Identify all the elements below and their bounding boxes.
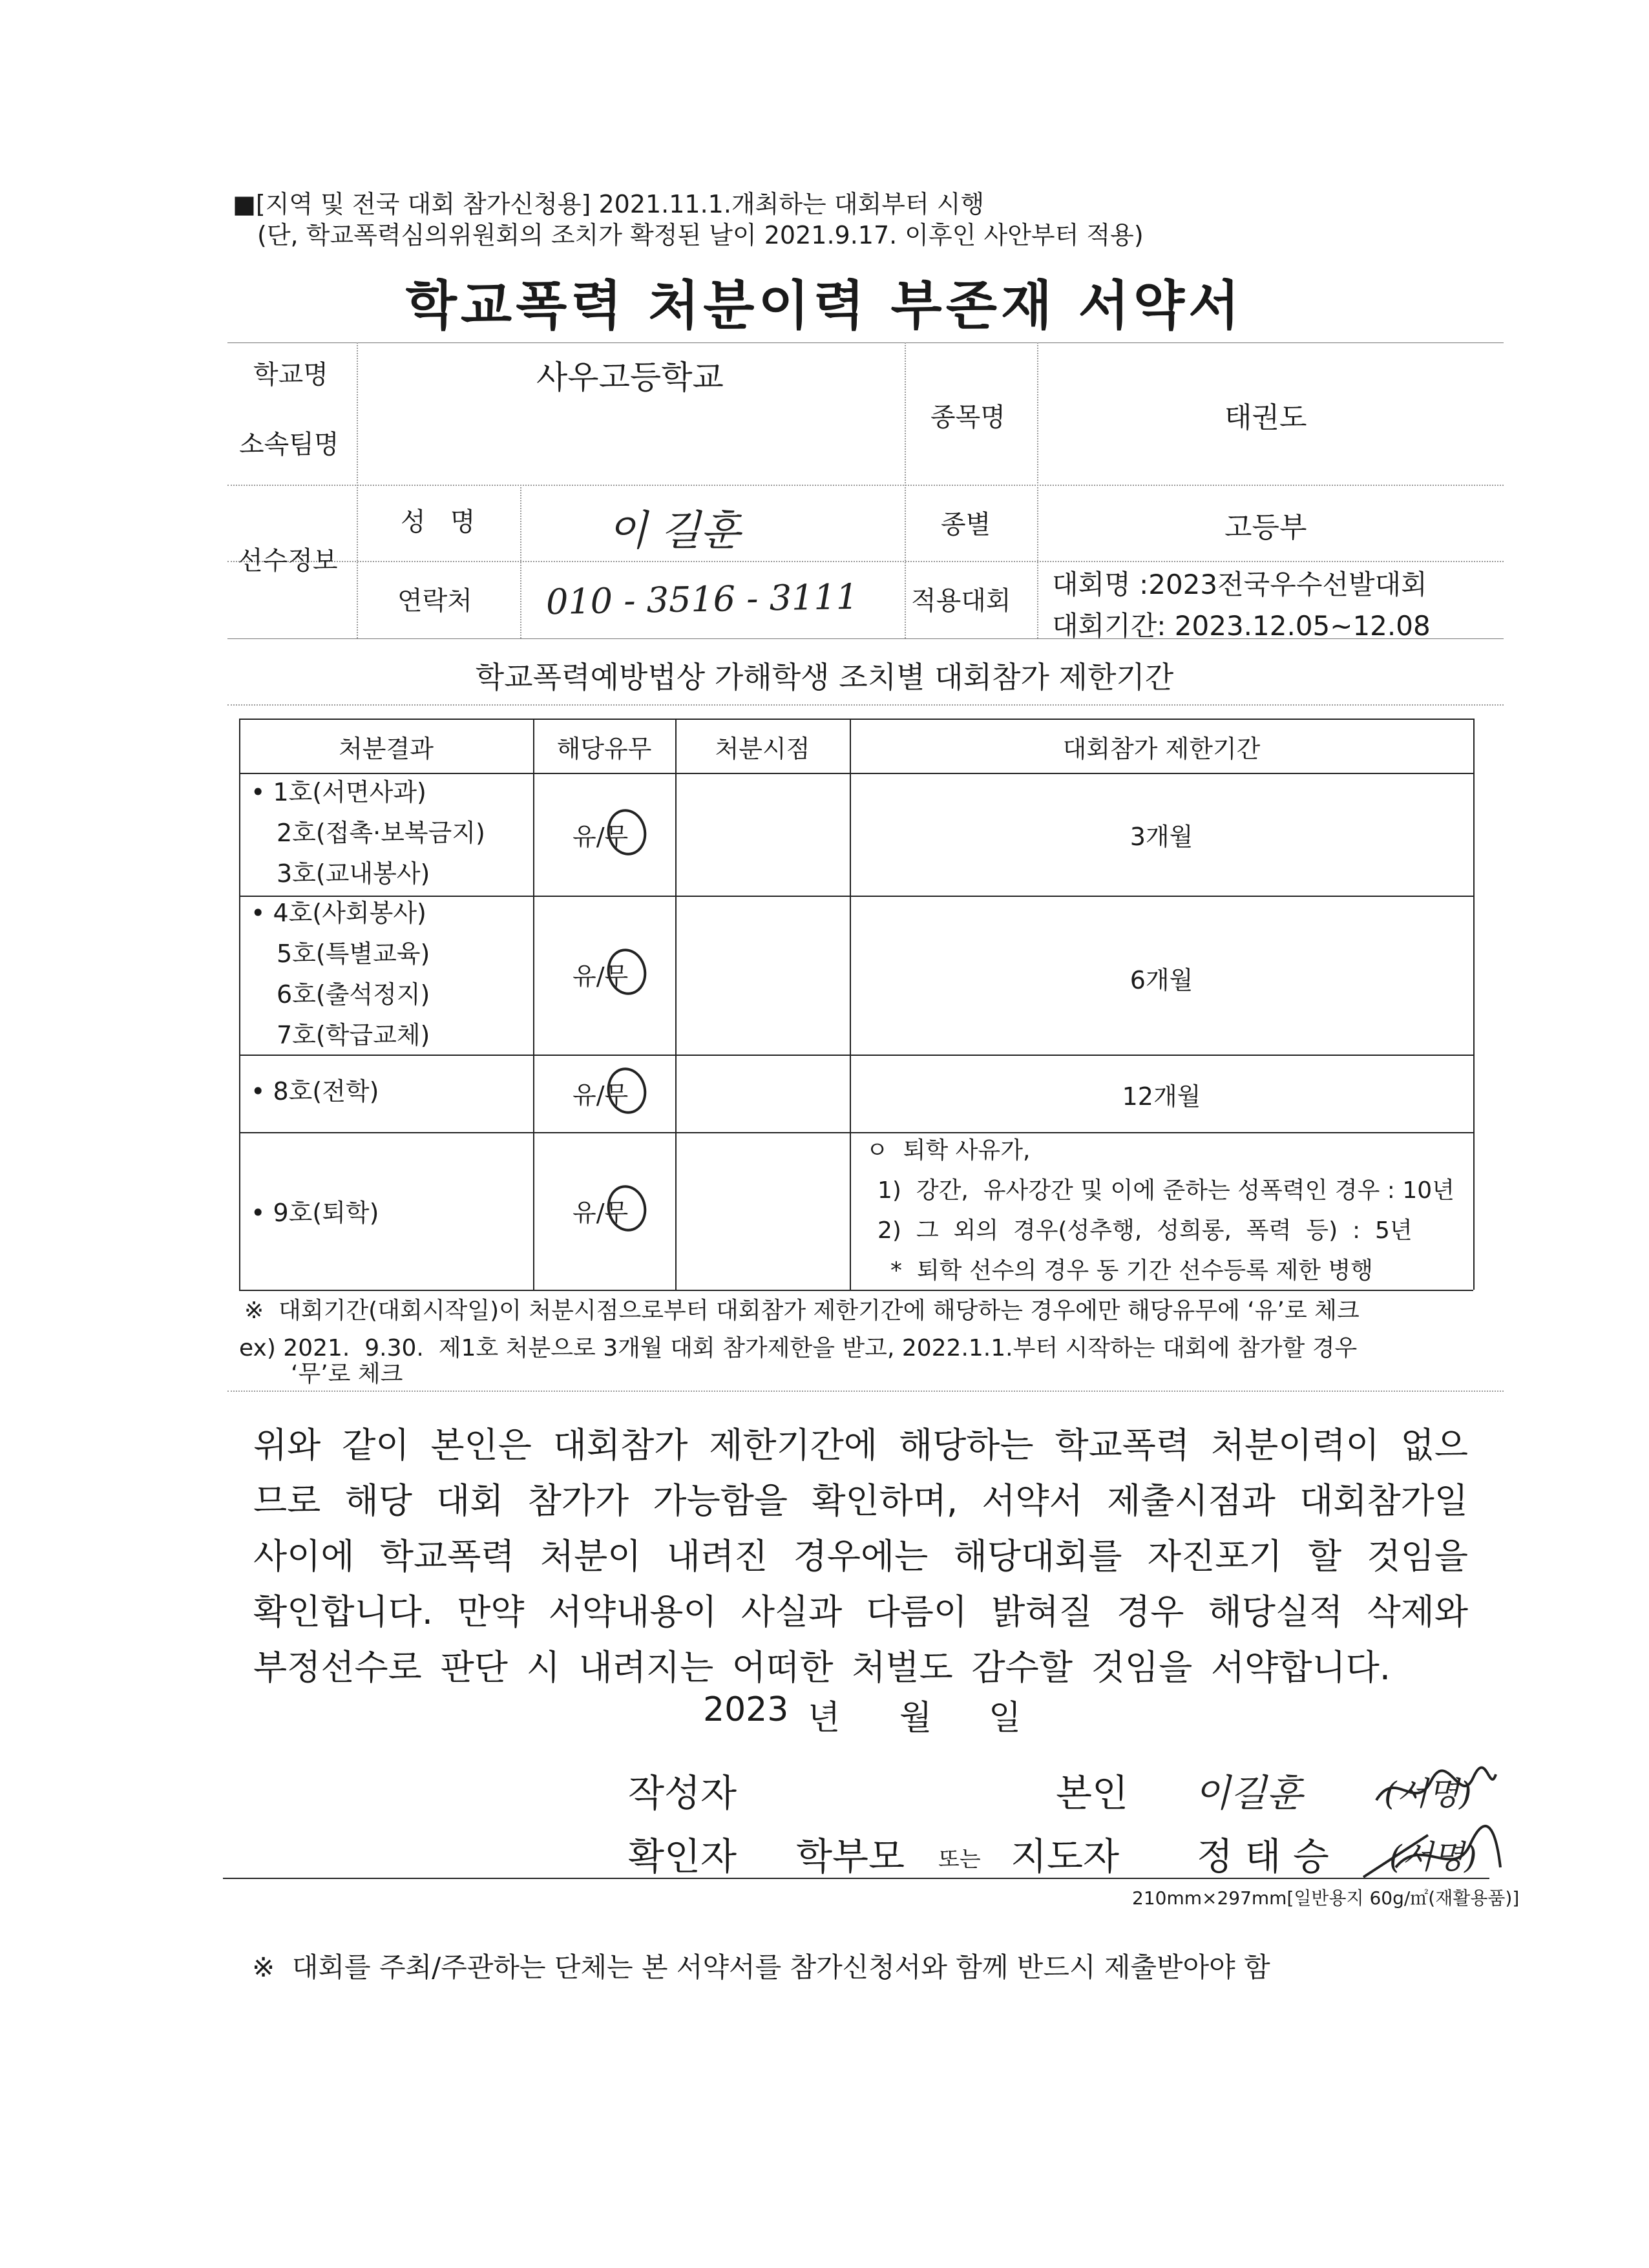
row1-result-3: 3호(교내봉사) bbox=[277, 859, 430, 888]
row3-result-1: • 8호(전학) bbox=[251, 1077, 379, 1106]
row2-applicable: 유/무 bbox=[572, 962, 629, 991]
event-label: 종목명 bbox=[930, 403, 1005, 432]
note-line-3: ‘무’로 체크 bbox=[291, 1361, 403, 1387]
document-title: 학교폭력 처분이력 부존재 서약서 bbox=[405, 275, 1244, 337]
pledge-line-2: 므로 해당 대회 참가가 가능함을 확인하며, 서약서 제출시점과 대회참가일 bbox=[253, 1480, 1468, 1521]
self-sign-mark: (서명) bbox=[1384, 1775, 1472, 1812]
pledge-line-4: 확인합니다. 만약 서약내용이 사실과 다름이 밝혀질 경우 해당실적 삭제와 bbox=[253, 1591, 1468, 1632]
coach-signature-scribble bbox=[1357, 1822, 1506, 1887]
header-applicable: 해당유무 bbox=[556, 735, 652, 763]
row4-result-1: • 9호(퇴학) bbox=[251, 1199, 379, 1227]
row2-period: 6개월 bbox=[1129, 966, 1193, 994]
coach-sign-mark: (서명) bbox=[1389, 1838, 1477, 1876]
restriction-col-border bbox=[533, 719, 534, 1290]
row4-period-line-1: ㅇ 퇴학 사유가, bbox=[866, 1137, 1031, 1164]
event-value: 태권도 bbox=[1224, 401, 1307, 434]
info-table-top-border bbox=[227, 342, 1504, 343]
contact-value: 010 - 3516 - 3111 bbox=[545, 576, 859, 623]
competition-period: 대회기간: 2023.12.05~12.08 bbox=[1052, 610, 1431, 642]
info-table-col-divider bbox=[357, 342, 358, 638]
competition-name: 대회명 :2023전국우수선발대회 bbox=[1052, 569, 1427, 600]
name-value: 이 길훈 bbox=[607, 507, 740, 555]
row2-result-1: • 4호(사회봉사) bbox=[251, 899, 426, 927]
division-label: 종별 bbox=[941, 510, 991, 540]
restriction-table-bottom bbox=[239, 1290, 1473, 1291]
restriction-table-top bbox=[239, 719, 1473, 720]
row4-applicable: 유/무 bbox=[572, 1199, 629, 1227]
writer-label: 작성자 bbox=[628, 1771, 737, 1815]
row3-period: 12개월 bbox=[1122, 1082, 1201, 1111]
note-line-1: ※ 대회기간(대회시작일)이 처분시점으로부터 대회참가 제한기간에 해당하는 경우에만 해당유무에 ‘유’로 체크 bbox=[244, 1297, 1360, 1324]
self-handwritten-name: 이길훈 bbox=[1194, 1771, 1303, 1815]
coach-name: 정 태 승 bbox=[1197, 1834, 1329, 1878]
header-disposition-time: 처분시점 bbox=[715, 735, 810, 763]
header-result: 처분결과 bbox=[339, 735, 434, 763]
date-day-unit: 일 bbox=[989, 1699, 1022, 1738]
notice-line-1: ■[지역 및 전국 대회 참가신청용] 2021.11.1.개최하는 대회부터 시행 bbox=[233, 190, 985, 218]
competition-label: 적용대회 bbox=[911, 586, 1011, 616]
restriction-col-border bbox=[675, 719, 677, 1290]
restriction-col-border bbox=[850, 719, 851, 1290]
row2-result-3: 6호(출석정지) bbox=[277, 980, 430, 1009]
row1-result-1: • 1호(서면사과) bbox=[251, 778, 426, 806]
info-table-divider bbox=[227, 561, 1504, 562]
date-month-unit: 월 bbox=[899, 1699, 932, 1738]
info-table-col-divider bbox=[905, 342, 906, 638]
self-signature-scribble bbox=[1370, 1761, 1499, 1820]
self-label: 본인 bbox=[1056, 1771, 1129, 1815]
date-year: 2023 bbox=[703, 1690, 789, 1729]
contact-label: 연락처 bbox=[397, 586, 472, 616]
school-value: 사우고등학교 bbox=[536, 359, 724, 396]
row4-period-line-4: * 퇴학 선수의 경우 동 기간 선수등록 제한 병행 bbox=[890, 1257, 1373, 1284]
row2-result-2: 5호(특별교육) bbox=[277, 940, 430, 968]
row1-applicable: 유/무 bbox=[572, 823, 629, 851]
coach-label: 지도자 bbox=[1011, 1834, 1120, 1878]
row4-period-line-2: 1) 강간, 유사강간 및 이에 준하는 성폭력인 경우 : 10년 bbox=[877, 1177, 1455, 1204]
pledge-line-3: 사이에 학교폭력 처분이 내려진 경우에는 해당대회를 자진포기 할 것임을 bbox=[253, 1536, 1468, 1577]
pledge-line-5: 부정선수로 판단 시 내려지는 어떠한 처벌도 감수할 것임을 서약합니다. bbox=[253, 1647, 1391, 1688]
name-label: 성 명 bbox=[401, 507, 476, 537]
team-label: 소속팀명 bbox=[239, 430, 339, 459]
row2-result-4: 7호(학급교체) bbox=[277, 1021, 430, 1049]
pledge-line-1: 위와 같이 본인은 대회참가 제한기간에 해당하는 학교폭력 처분이력이 없으 bbox=[253, 1425, 1468, 1465]
restriction-col-border bbox=[1473, 719, 1475, 1290]
or-label: 또는 bbox=[938, 1847, 981, 1873]
notice-line-2: (단, 학교폭력심의위원회의 조치가 확정된 날이 2021.9.17. 이후인 사안부터 적용) bbox=[257, 221, 1144, 249]
date-year-unit: 년 bbox=[808, 1699, 841, 1738]
restriction-table-title: 학교폭력예방법상 가해학생 조치별 대회참가 제한기간 bbox=[475, 660, 1174, 695]
restriction-row-border bbox=[239, 1055, 1473, 1056]
restriction-row-border bbox=[239, 1132, 1473, 1133]
row4-period-line-3: 2) 그 외의 경우(성추행, 성희롱, 폭력 등) : 5년 bbox=[877, 1217, 1413, 1244]
restriction-title-rule bbox=[227, 704, 1504, 706]
info-table-divider bbox=[227, 485, 1504, 486]
restriction-col-border bbox=[239, 719, 240, 1290]
division-value: 고등부 bbox=[1224, 511, 1307, 544]
row1-result-2: 2호(접촉·보복금지) bbox=[277, 819, 485, 847]
notes-rule bbox=[227, 1391, 1504, 1392]
note-line-2: ex) 2021. 9.30. 제1호 처분으로 3개월 대회 참가제한을 받고, 2022.1.1.부터 시작하는 대회에 참가할 경우 bbox=[239, 1335, 1358, 1361]
row3-applicable: 유/무 bbox=[572, 1081, 629, 1109]
footer-note: ※ 대회를 주최/주관하는 단체는 본 서약서를 참가신청서와 함께 반드시 제출받아야 함 bbox=[252, 1951, 1270, 1983]
info-table-col-divider bbox=[520, 485, 521, 638]
school-label: 학교명 bbox=[253, 360, 328, 390]
signature-bottom-rule bbox=[223, 1878, 1489, 1879]
paper-spec: 210mm×297mm[일반용지 60g/㎡(재활용품)] bbox=[1132, 1887, 1520, 1909]
row1-period: 3개월 bbox=[1129, 823, 1193, 851]
info-table-col-divider bbox=[1037, 342, 1038, 638]
header-restriction-period: 대회참가 제한기간 bbox=[1062, 735, 1261, 763]
confirmer-label: 확인자 bbox=[628, 1834, 737, 1878]
parent-label: 학부모 bbox=[796, 1834, 905, 1878]
player-info-label: 선수정보 bbox=[238, 546, 338, 576]
